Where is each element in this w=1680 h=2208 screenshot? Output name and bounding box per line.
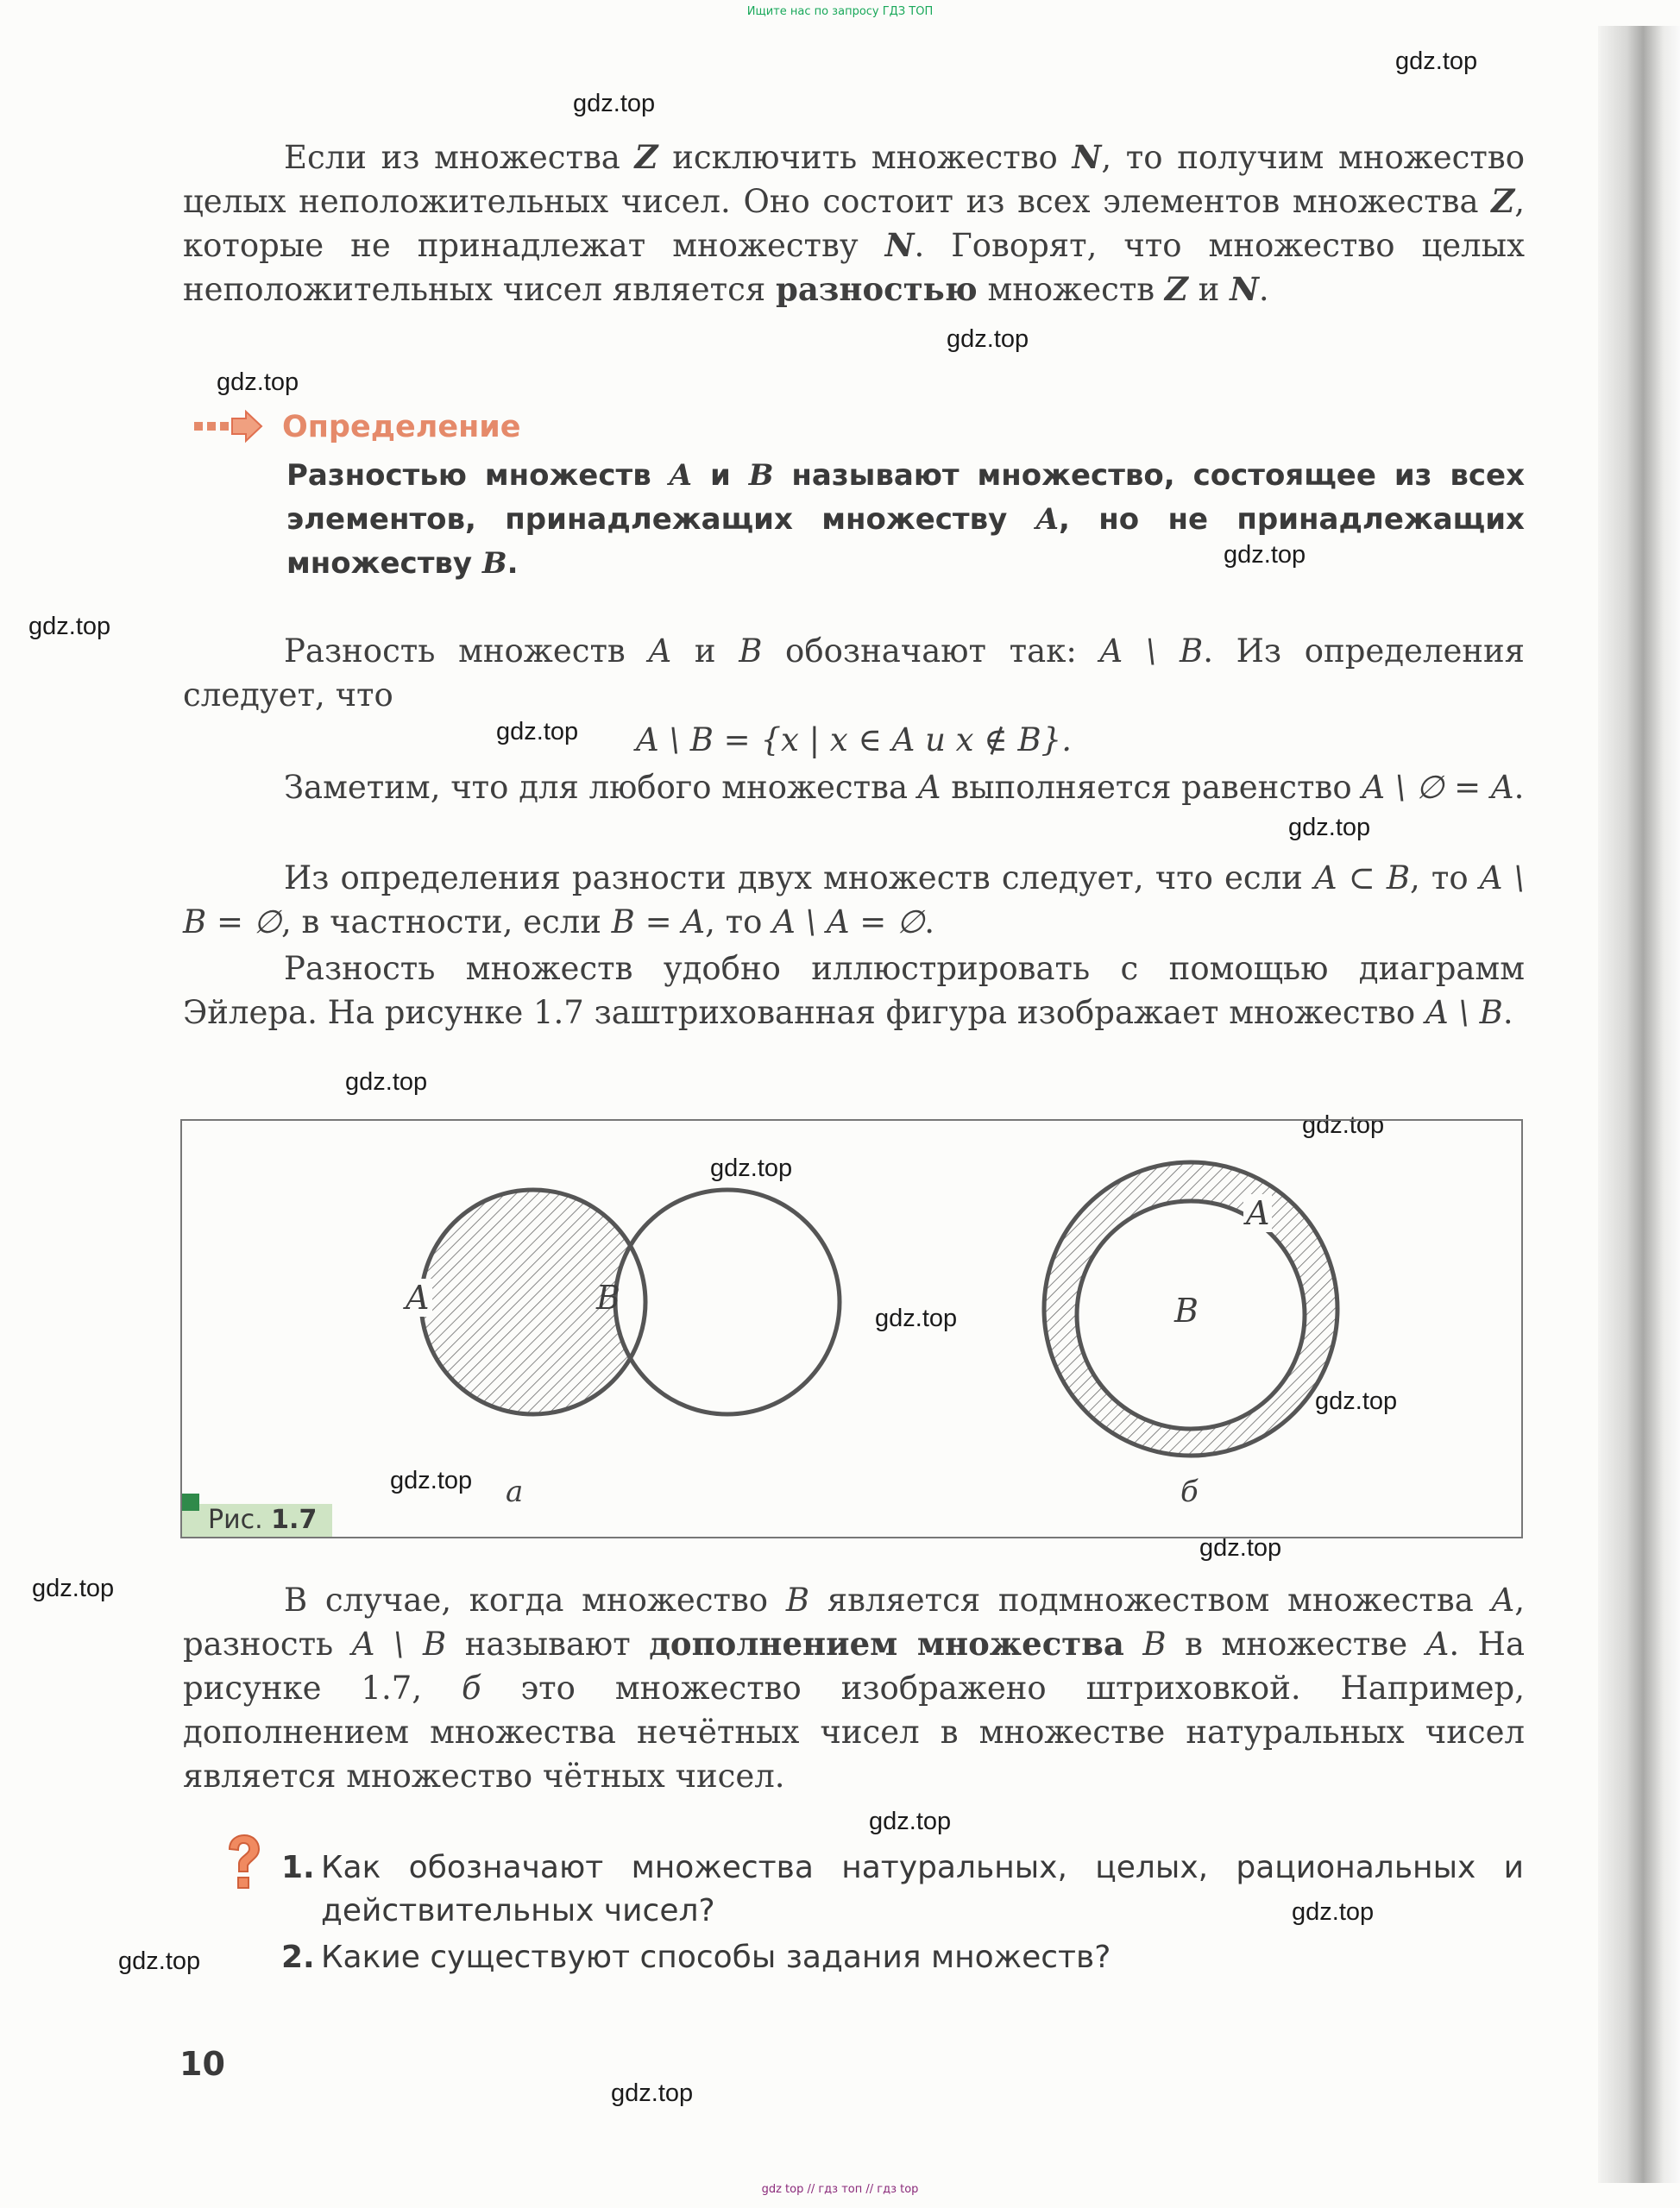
figure-marker-icon bbox=[182, 1494, 199, 1511]
definition-header bbox=[194, 407, 521, 447]
watermark: gdz.top bbox=[28, 613, 111, 640]
euler-diagrams bbox=[182, 1121, 1521, 1537]
page-number: 10 bbox=[179, 2045, 225, 2083]
watermark: gdz.top bbox=[1224, 541, 1306, 569]
watermark: gdz.top bbox=[947, 325, 1029, 353]
watermark: gdz.top bbox=[32, 1575, 115, 1602]
watermark: gdz.top bbox=[1302, 1111, 1385, 1139]
watermark: gdz.top bbox=[611, 2079, 694, 2107]
label-B-right: B bbox=[1174, 1292, 1199, 1330]
label-A-left: A bbox=[402, 1279, 432, 1317]
paragraph-complement: В случае, когда множество B является подмножеством множества A, разность A \ B называют дополнением множества B в множестве A. На рисунке 1.7, б это множество изображено штриховкой. Например, дополнением множества нечётных чисел в множестве натуральных чисел является множество чётных чисел. bbox=[183, 1582, 1526, 1795]
question-item: 1. Как обозначают множества натуральных, целых, рациональных и действительных чисел? bbox=[281, 1850, 1524, 1928]
watermark: gdz.top bbox=[345, 1068, 428, 1096]
paragraph-notation: Разность множеств A и B обозначают так: A \ B. Из определения следует, что bbox=[183, 632, 1526, 714]
watermark: gdz.top bbox=[1199, 1534, 1282, 1562]
top-note: Ищите нас по запросу ГДЗ ТОП bbox=[746, 5, 934, 18]
paragraph-difference-intro: Если из множества Z исключить множество N, то получим множество целых неположительных чисел. Оно состоит из всех элементов множества Z, которые не принадлежат множеству N. Говорят, что множество целых неположительных чисел является разностью множеств Z и N. bbox=[183, 138, 1525, 308]
paragraph-empty-set: Заметим, что для любого множества A выполняется равенство A \ ∅ = A. bbox=[284, 769, 1525, 806]
watermark: gdz.top bbox=[1288, 814, 1371, 841]
watermark: gdz.top bbox=[1292, 1898, 1375, 1926]
label-B-left: B bbox=[596, 1279, 620, 1317]
question-mark-icon bbox=[224, 1834, 262, 1894]
watermark: gdz.top bbox=[118, 1947, 201, 1975]
caption-a: а bbox=[506, 1475, 524, 1509]
definition-arrow-icon bbox=[194, 410, 263, 444]
caption-b: б bbox=[1180, 1475, 1199, 1509]
watermark: gdz.top bbox=[217, 368, 299, 396]
watermark: gdz.top bbox=[875, 1305, 958, 1332]
paragraph-subset: Из определения разности двух множеств следует, что если A ⊂ B, то A \ B = ∅, в частности, если B = A, то A \ A = ∅. bbox=[183, 859, 1526, 940]
watermark: gdz.top bbox=[573, 90, 656, 117]
definition-body: Разностью множеств A и B называют множество, состоящее из всех элементов, принадлежащих множеству A, но не принадлежащих множеству B. bbox=[286, 458, 1526, 581]
formula-difference: A \ B = {x | x ∈ A и x ∉ B}. bbox=[636, 721, 1072, 758]
watermark: gdz.top bbox=[1395, 47, 1478, 75]
question-item: 2. Какие существуют способы задания множеств? bbox=[281, 1940, 1111, 1975]
watermark: gdz.top bbox=[869, 1808, 952, 1835]
watermark: gdz.top bbox=[390, 1467, 473, 1494]
page-edge-shadow bbox=[1598, 26, 1680, 2183]
paragraph-euler: Разность множеств удобно иллюстрировать с помощью диаграмм Эйлера. На рисунке 1.7 заштрихованная фигура изображает множество A \ B. bbox=[183, 950, 1525, 1031]
label-A-right: A bbox=[1243, 1194, 1272, 1232]
watermark: gdz.top bbox=[1315, 1387, 1398, 1415]
definition-title: Определение bbox=[282, 410, 521, 444]
figure-label: Рис. 1.7 bbox=[182, 1504, 332, 1537]
figure-1-7 bbox=[180, 1119, 1523, 1538]
set-B-circle bbox=[615, 1190, 840, 1414]
watermark: gdz.top bbox=[496, 718, 579, 745]
watermark: gdz.top bbox=[710, 1154, 793, 1182]
bottom-note: gdz top // гдз топ // гдз top bbox=[761, 2183, 919, 2196]
questions-list bbox=[281, 1846, 1524, 1979]
